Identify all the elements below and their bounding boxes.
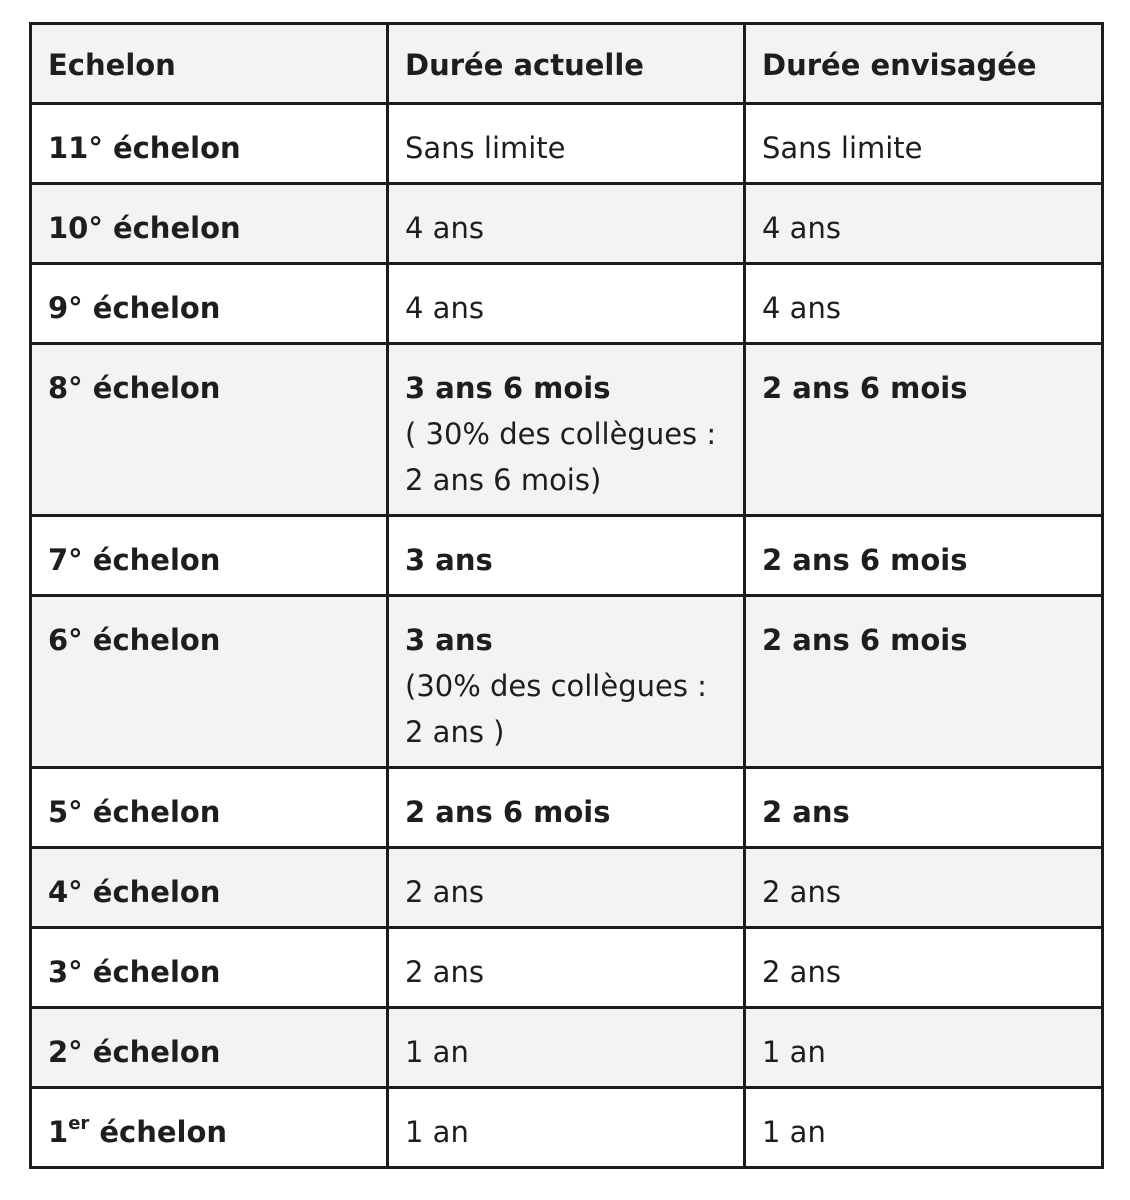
cell-duree-actuelle: 2 ans	[388, 928, 745, 1008]
cell-duree-envisagee: 2 ans 6 mois	[745, 344, 1103, 516]
cell-duree-envisagee: 2 ans	[745, 848, 1103, 928]
header-echelon: Echelon	[31, 24, 388, 104]
cell-duree-actuelle: 1 an	[388, 1008, 745, 1088]
cell-duree-envisagee: 1 an	[745, 1008, 1103, 1088]
echelon-table-container	[29, 22, 1101, 1169]
cell-duree-envisagee: 4 ans	[745, 184, 1103, 264]
cell-duree-envisagee: 1 an	[745, 1088, 1103, 1168]
cell-duree-actuelle: 4 ans	[388, 184, 745, 264]
table-row	[31, 184, 1103, 264]
cell-duree-actuelle	[388, 344, 745, 516]
echelon-word: échelon	[89, 1115, 228, 1149]
table-row	[31, 104, 1103, 184]
cell-duree-envisagee: Sans limite	[745, 104, 1103, 184]
cell-duree-envisagee: 2 ans 6 mois	[745, 596, 1103, 768]
cell-echelon: 3° échelon	[31, 928, 388, 1008]
cell-echelon: 4° échelon	[31, 848, 388, 928]
cell-duree-envisagee: 2 ans	[745, 928, 1103, 1008]
echelon-duration-table	[29, 22, 1104, 1169]
table-row	[31, 928, 1103, 1008]
duree-actuelle-note: ( 30% des collègues : 2 ans 6 mois)	[405, 417, 717, 497]
table-row	[31, 1088, 1103, 1168]
cell-echelon: 11° échelon	[31, 104, 388, 184]
cell-echelon: 9° échelon	[31, 264, 388, 344]
table-row	[31, 848, 1103, 928]
table-row	[31, 344, 1103, 516]
header-duree-envisagee: Durée envisagée	[745, 24, 1103, 104]
cell-echelon: 8° échelon	[31, 344, 388, 516]
cell-duree-actuelle: 2 ans 6 mois	[388, 768, 745, 848]
duree-actuelle-note: (30% des collègues : 2 ans )	[405, 669, 707, 749]
cell-echelon	[31, 1088, 388, 1168]
cell-duree-actuelle: Sans limite	[388, 104, 745, 184]
echelon-ordinal-suffix: er	[68, 1113, 90, 1135]
cell-duree-envisagee: 2 ans 6 mois	[745, 516, 1103, 596]
cell-echelon: 10° échelon	[31, 184, 388, 264]
cell-echelon: 6° échelon	[31, 596, 388, 768]
table-header-row	[31, 24, 1103, 104]
header-duree-actuelle: Durée actuelle	[388, 24, 745, 104]
table-row	[31, 516, 1103, 596]
duree-actuelle-main: 3 ans 6 mois	[405, 371, 611, 405]
cell-duree-actuelle: 2 ans	[388, 848, 745, 928]
cell-duree-envisagee: 4 ans	[745, 264, 1103, 344]
echelon-number: 1	[48, 1115, 69, 1149]
table-row	[31, 264, 1103, 344]
duree-actuelle-main: 3 ans	[405, 623, 493, 657]
cell-duree-actuelle	[388, 596, 745, 768]
table-row	[31, 768, 1103, 848]
table-row	[31, 596, 1103, 768]
table-row	[31, 1008, 1103, 1088]
cell-duree-actuelle: 1 an	[388, 1088, 745, 1168]
cell-duree-actuelle: 4 ans	[388, 264, 745, 344]
cell-duree-actuelle: 3 ans	[388, 516, 745, 596]
cell-echelon: 2° échelon	[31, 1008, 388, 1088]
cell-echelon: 5° échelon	[31, 768, 388, 848]
cell-echelon: 7° échelon	[31, 516, 388, 596]
cell-duree-envisagee: 2 ans	[745, 768, 1103, 848]
